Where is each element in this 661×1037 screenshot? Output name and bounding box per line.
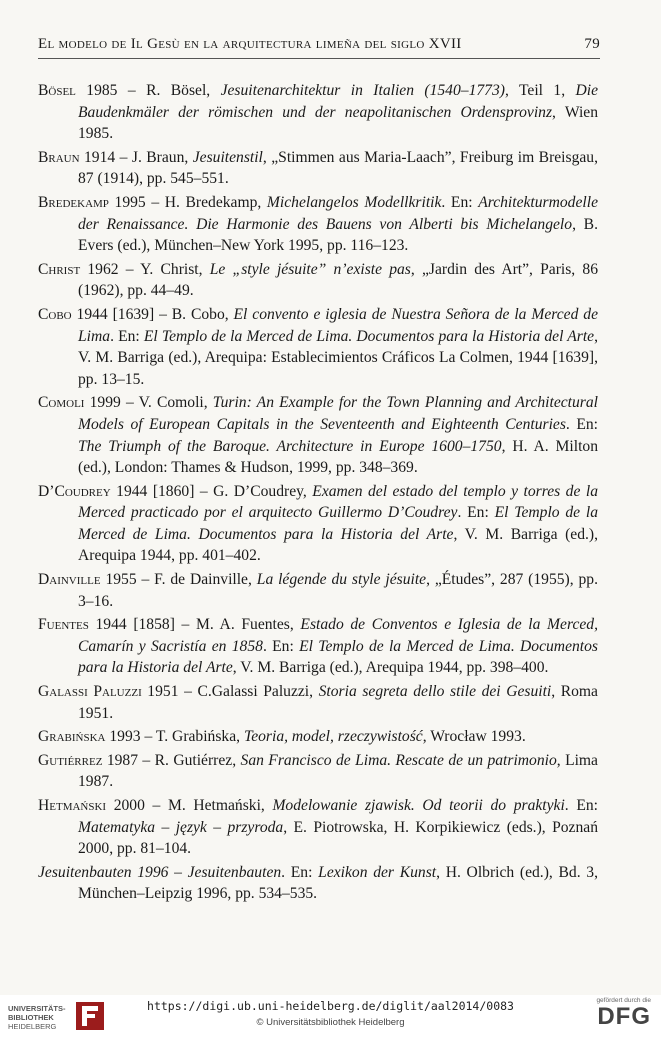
entry-key: D’Coudrey 1944 [1860] [38, 482, 195, 500]
dfg-logo[interactable] [581, 997, 651, 1035]
bibliography-entry: Comoli 1999 – V. Comoli, Turin: An Example for the Town Planning and Architectural Models of European Capitals in the Seventeenth and Eighteenth Centuries. En: The Triumph of the Baroque. Architecture in Europe 1600–1750, H. A. Milton (ed.), London: Thames & Hudson, 1999, pp. 348–369. [38, 394, 598, 477]
library-name-line3: HEIDELBERG [8, 1022, 57, 1031]
library-name-line2: BIBLIOTHEK [8, 1013, 54, 1022]
bibliography-entry: Gutiérrez 1987 – R. Gutiérrez, San Francisco de Lima. Rescate de un patrimonio, Lima 1987. [38, 751, 598, 791]
bibliography-entry: Galassi Paluzzi 1951 – C.Galassi Paluzzi, Storia segreta dello stile dei Gesuiti, Roma 1951. [38, 683, 598, 722]
entry-key: Galassi Paluzzi 1951 [38, 683, 179, 701]
entry-key: Grabińska 1993 [38, 728, 141, 746]
bibliography-list [38, 80, 598, 907]
entry-key: Bösel 1985 [38, 82, 118, 99]
entry-key: Hetmański 2000 [38, 797, 145, 814]
bibliography-entry: Cobo 1944 [1639] – B. Cobo, El convento e iglesia de Nuestra Señora de la Merced de Lima. En: El Templo de la Merced de Lima. Documentos para la Historia del Arte, V. M. Barriga (ed.), Arequipa: Establecimientos Cráficos La Colmen, 1944 [1639], pp. 13–15. [38, 305, 598, 388]
entry-key: Fuentes 1944 [1858] [38, 616, 175, 634]
bibliography-entry: Grabińska 1993 – T. Grabińska, Teoria, model, rzeczywistość, Wrocław 1993. [38, 728, 526, 746]
entry-key: Christ 1962 [38, 260, 119, 278]
viewer-footer [0, 995, 661, 1037]
bibliography-entry: Braun 1914 – J. Braun, Jesuitenstil, „Stimmen aus Maria-Laach”, Freiburg im Breisgau, 87 (1914), pp. 545–551. [38, 148, 598, 188]
bibliography-entry: Bredekamp 1995 – H. Bredekamp, Michelangelos Modellkritik. En: Architekturmodelle der Renaissance. Die Harmonie des Bauens von Alberti bis Michelangelo, B. Evers (ed.), München–New York 1995, pp. 116–123. [38, 193, 598, 255]
bibliography-entry: Christ 1962 – Y. Christ, Le „style jésuite” n’existe pas, „Jardin des Art”, Paris, 86 (1962), pp. 44–49. [38, 260, 598, 300]
entry-key: Bredekamp 1995 [38, 193, 146, 211]
entry-key: Comoli 1999 [38, 394, 121, 412]
entry-key: Gutiérrez 1987 [38, 751, 139, 769]
entry-key: Dainville 1955 [38, 571, 137, 589]
dfg-wordmark: DFG [597, 1003, 651, 1030]
bibliography-entry: Fuentes 1944 [1858] – M. A. Fuentes, Estado de Conventos e Iglesia de la Merced, Camarín y Sacristía en 1858. En: El Templo de la Merced de Lima. Documentos para la Historia del Arte, V. M. Barriga (ed.), Arequipa 1944, pp. 398–400. [38, 616, 598, 677]
entry-key: Braun 1914 [38, 148, 116, 166]
bibliography-entry: Hetmański 2000 – M. Hetmański, Modelowanie zjawisk. Od teorii do praktyki. En: Matematyka – język – przyroda, E. Piotrowska, H. Korpikiewicz (eds.), Poznań 2000, pp. 81–104. [38, 797, 598, 858]
copyright-notice: © Universitätsbibliothek Heidelberg [256, 1017, 405, 1028]
entry-key: Cobo 1944 [1639] [38, 305, 155, 323]
funded-by-label: gefördert durch die [596, 997, 651, 1004]
running-header [38, 36, 600, 58]
bibliography-entry: Dainville 1955 – F. de Dainville, La légende du style jésuite, „Études”, 287 (1955), pp. 3–16. [38, 571, 598, 610]
header-title: El modelo de Il Gesù en la arquitectura limeña del siglo XVII [38, 36, 462, 52]
library-name-line1: UNIVERSITÄTS- [8, 1004, 66, 1013]
header-rule [38, 58, 600, 59]
permalink-url[interactable]: https://digi.ub.uni-heidelberg.de/diglit/aal2014/0083 [147, 999, 514, 1013]
bibliography-entry-last: Jesuitenbauten 1996 – Jesuitenbauten. En: Lexikon der Kunst, H. Olbrich (ed.), Bd. 3, München–Leipzig 1996, pp. 534–535. [38, 863, 598, 903]
page-number: 79 [584, 36, 600, 52]
bibliography-entry: D’Coudrey 1944 [1860] – G. D’Coudrey, Examen del estado del templo y torres de la Merced practicado por el arquitecto Guillermo D’Coudrey. En: El Templo de la Merced de Lima. Documentos para la Historia del Arte, V. M. Barriga (ed.), Arequipa 1944, pp. 401–402. [38, 482, 599, 565]
bibliography-entry: Bösel 1985 – R. Bösel, Jesuitenarchitektur in Italien (1540–1773), Teil 1, Die Baudenkmäler der römischen und der neapolitanischen Ordensprovinz, Wien 1985. [38, 82, 599, 143]
